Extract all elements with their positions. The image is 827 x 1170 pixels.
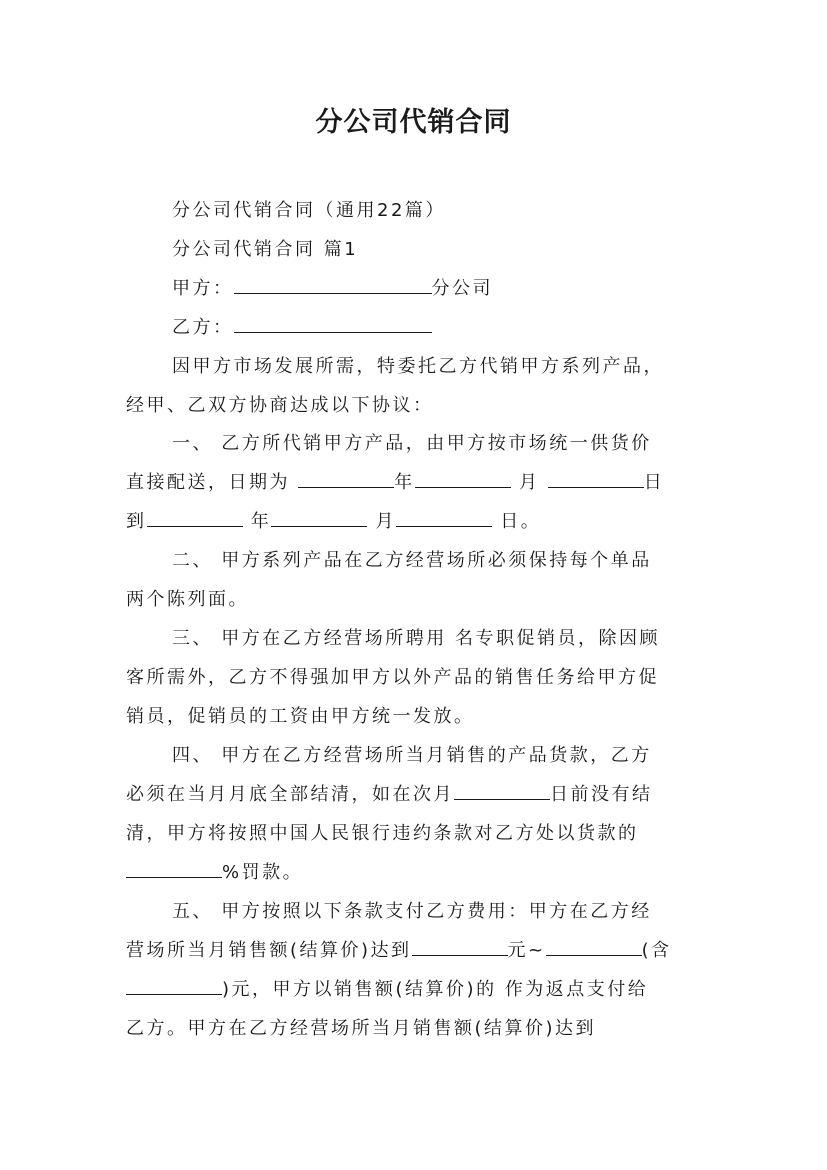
clause-5-line-3 bbox=[126, 975, 648, 1005]
clause-1-text-day-end: 日。 bbox=[500, 511, 542, 532]
clause-4-line-1: 四、 甲方在乙方经营场所当月销售的产品货款，乙方 bbox=[172, 745, 652, 766]
clause-4-blank-percent bbox=[126, 859, 222, 878]
clause-4-text-b: 日前没有结 bbox=[550, 784, 653, 805]
party-a-label: 甲方： bbox=[172, 278, 234, 299]
clause-4-line-4 bbox=[126, 858, 303, 888]
clause-5-blank-inclusive bbox=[126, 976, 222, 995]
clause-5-text-b: 元~ bbox=[507, 940, 546, 961]
clause-4-text-a: 必须在当月月底全部结清，如在次月 bbox=[126, 784, 454, 805]
party-a-line bbox=[172, 274, 493, 304]
clause-5-text-c: (含 bbox=[641, 940, 672, 961]
clause-1-text-month-end: 月 bbox=[375, 511, 396, 532]
clause-5-text-d: )元，甲方以销售额(结算价)的 作为返点支付给 bbox=[222, 979, 649, 1000]
party-b-blank bbox=[234, 314, 432, 333]
clause-1-blank-year-start bbox=[298, 469, 394, 488]
document-title: 分公司代销合同 bbox=[315, 107, 512, 138]
clause-4-text-penalty: %罚款。 bbox=[222, 862, 304, 883]
clause-5-line-1: 五、 甲方按照以下条款支付乙方费用：甲方在乙方经 bbox=[172, 901, 652, 922]
clause-1-text-day: 日 bbox=[643, 472, 665, 493]
clause-2-line-2: 两个陈列面。 bbox=[126, 589, 249, 610]
clause-1-text-year: 年 bbox=[394, 472, 415, 493]
party-a-blank bbox=[234, 275, 432, 294]
clause-3-line-2: 客所需外，乙方不得强加甲方以外产品的销售任务给甲方促 bbox=[126, 667, 659, 688]
clause-4-blank-day bbox=[454, 781, 550, 800]
party-b-label: 乙方： bbox=[172, 317, 234, 338]
clause-5-blank-amount-min bbox=[412, 937, 508, 956]
intro-line-2: 经甲、乙双方协商达成以下协议： bbox=[126, 395, 434, 416]
clause-4-line-3: 清，甲方将按照中国人民银行违约条款对乙方处以货款的 bbox=[126, 823, 639, 844]
clause-3-line-3: 销员，促销员的工资由甲方统一发放。 bbox=[126, 706, 475, 727]
clause-5-text-a: 营场所当月销售额(结算价)达到 bbox=[126, 940, 412, 961]
clause-1-line-3 bbox=[126, 507, 541, 537]
party-a-suffix: 分公司 bbox=[431, 278, 493, 299]
clause-1-blank-year-end bbox=[147, 508, 243, 527]
clause-1-blank-day-start bbox=[548, 469, 644, 488]
section-heading: 分公司代销合同 篇1 bbox=[172, 239, 359, 260]
clause-1-text-to: 到 bbox=[126, 511, 147, 532]
clause-1-text-a: 直接配送，日期为 bbox=[126, 472, 290, 493]
intro-line-1: 因甲方市场发展所需，特委托乙方代销甲方系列产品， bbox=[172, 356, 664, 377]
clause-1-blank-month-start bbox=[415, 469, 511, 488]
clause-1-line-2 bbox=[126, 468, 664, 498]
clause-1-text-year-end: 年 bbox=[250, 511, 272, 532]
clause-5-blank-amount-max bbox=[546, 937, 642, 956]
clause-2-line-1: 二、 甲方系列产品在乙方经营场所必须保持每个单品 bbox=[172, 550, 652, 571]
clause-1-blank-month-end bbox=[271, 508, 367, 527]
clause-4-line-2 bbox=[126, 780, 653, 810]
clause-1-line-1: 一、 乙方所代销甲方产品，由甲方按市场统一供货价 bbox=[172, 433, 652, 454]
clause-1-text-month: 月 bbox=[518, 472, 540, 493]
document-subtitle: 分公司代销合同（通用22篇） bbox=[172, 200, 446, 221]
clause-5-line-2 bbox=[126, 936, 672, 966]
clause-5-line-4: 乙方。甲方在乙方经营场所当月销售额(结算价)达到 bbox=[126, 1018, 597, 1039]
party-b-line bbox=[172, 313, 432, 343]
clause-1-blank-day-end bbox=[396, 508, 492, 527]
clause-3-line-1: 三、 甲方在乙方经营场所聘用 名专职促销员，除因顾 bbox=[172, 628, 660, 649]
